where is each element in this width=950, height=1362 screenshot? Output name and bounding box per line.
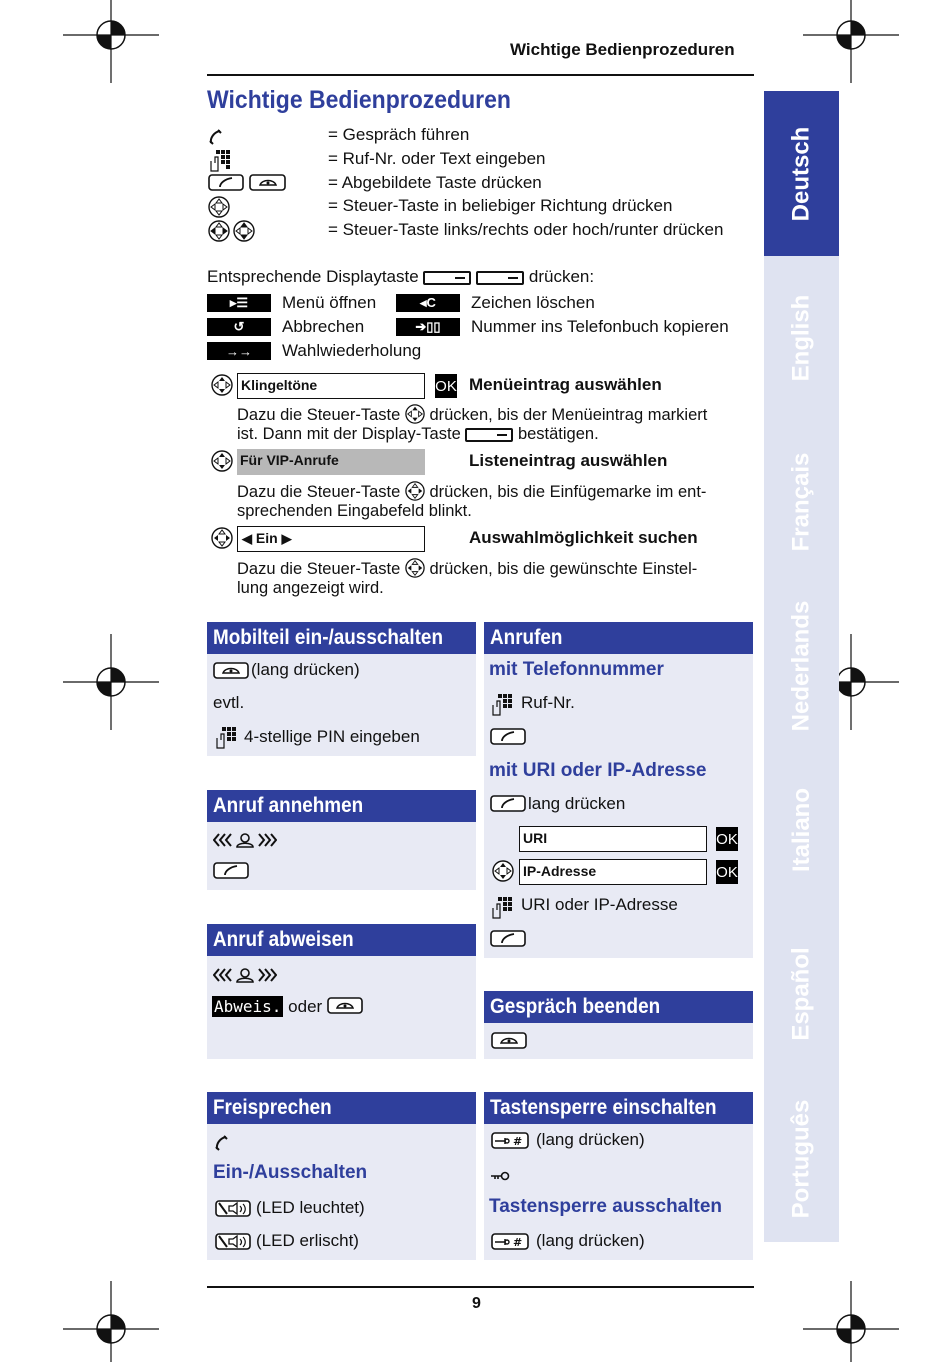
registration-mark <box>803 0 899 83</box>
ip-display-field: IP-Adresse <box>519 859 707 885</box>
keypad-icon <box>209 149 233 173</box>
language-tab-deutsch[interactable]: Deutsch <box>764 91 839 256</box>
key-lock-icon <box>490 1170 510 1182</box>
uri-display-field: URI <box>519 826 707 852</box>
call-key-icon <box>490 795 526 813</box>
hash-key-icon <box>491 1233 529 1251</box>
language-tab-nederlands[interactable]: Nederlands <box>764 584 839 748</box>
header-rule <box>207 74 754 76</box>
reject-softkey: Abweis. <box>214 997 282 1016</box>
procedure-title: Menüeintrag auswählen <box>469 375 662 394</box>
panel-tastensperre: Tastensperre einschalten # (lang drücken) Tastensperre ausschalten # (lang drücken) <box>484 1092 753 1260</box>
call-keys-icon <box>208 173 288 193</box>
registration-mark <box>63 0 159 83</box>
registration-mark <box>803 1281 899 1362</box>
ok-key: OK <box>716 827 738 851</box>
display-key-label: Menü öffnen <box>282 293 377 312</box>
procedure-title: Listeneintrag auswählen <box>469 451 668 470</box>
display-key-label: Wahlwiederholung <box>282 341 422 360</box>
keypad-icon <box>491 895 515 921</box>
end-call-key-icon <box>213 662 249 680</box>
control-key-icon <box>211 374 233 396</box>
display-key-label: Abbrechen <box>282 317 365 336</box>
panel-anrufen: Anrufen mit Telefonnummer Ruf-Nr. mit URI oder IP-Adresse lang drücken URI OK IP-Adresse OK URI oder IP-Adresse <box>484 622 753 958</box>
copy-to-phonebook-icon: ➔▯▯ <box>396 318 460 336</box>
control-key-icon <box>211 450 233 472</box>
control-key-icon <box>405 404 425 424</box>
call-key-icon <box>213 862 249 880</box>
legend-text: = Ruf-Nr. oder Text eingeben <box>328 149 546 168</box>
control-key-icon <box>405 481 425 501</box>
panel-title: Mobilteil ein-/ausschalten <box>207 622 476 654</box>
ok-key: OK <box>435 374 457 398</box>
end-call-key-icon <box>327 997 363 1015</box>
registration-mark <box>63 634 159 730</box>
display-key-label: Zeichen löschen <box>471 293 595 312</box>
end-call-key-icon <box>491 1032 527 1050</box>
call-key-icon <box>490 930 526 948</box>
display-field-highlighted: Für VIP-Anrufe <box>237 449 425 475</box>
language-tab-espanol[interactable]: Español <box>764 912 839 1076</box>
control-key-pair-icon <box>208 220 256 242</box>
handset-icon <box>214 1135 230 1151</box>
page-number: 9 <box>472 1295 481 1312</box>
page-title: Wichtige Bedienprozeduren <box>207 86 511 114</box>
panel-title: Freisprechen <box>207 1092 476 1124</box>
procedure-description: Dazu die Steuer-Taste drücken, bis der Menüeintrag markiert ist. Dann mit der Display-Taste bestätigen. <box>237 406 708 443</box>
panel-title: Anrufen <box>484 622 753 654</box>
procedure-title: Auswahlmöglichkeit suchen <box>469 528 698 547</box>
control-key-icon <box>211 527 233 549</box>
back-icon: ↺ <box>207 318 271 336</box>
ok-key: OK <box>716 860 738 884</box>
control-key-icon <box>208 196 230 218</box>
language-tab-portugues[interactable]: Português <box>764 1076 839 1242</box>
left-arrow-icon: ◀ <box>242 531 252 546</box>
display-key-icon <box>465 428 513 442</box>
running-header: Wichtige Bedienprozeduren <box>510 40 735 59</box>
display-key-label: Nummer ins Telefonbuch kopieren <box>471 317 729 336</box>
panel-title: Anruf annehmen <box>207 790 476 822</box>
legend-text: = Gespräch führen <box>328 125 470 144</box>
handset-icon <box>208 129 224 145</box>
procedure-description: Dazu die Steuer-Taste drücken, bis die gewünschte Einstel- lung angezeigt wird. <box>237 560 698 597</box>
panel-mobilteil: Mobilteil ein-/ausschalten (lang drücken) evtl. 4-stellige PIN eingeben <box>207 622 476 756</box>
control-key-icon <box>405 558 425 578</box>
procedure-description: Dazu die Steuer-Taste drücken, bis die Einfügemarke im ent- sprechenden Eingabefeld blinkt. <box>237 483 707 520</box>
display-field: Klingeltöne <box>237 373 425 399</box>
call-key-icon <box>490 728 526 746</box>
menu-icon: ▸☰ <box>207 294 271 312</box>
control-key-icon <box>492 860 514 882</box>
display-field: ◀ Ein ▶ <box>237 526 425 552</box>
legend-text: = Steuer-Taste in beliebiger Richtung drücken <box>328 196 673 215</box>
speaker-key-icon <box>215 1200 251 1218</box>
language-tab-francais[interactable]: Français <box>764 420 839 584</box>
panel-title: Gespräch beenden <box>484 991 753 1023</box>
language-tab-english[interactable]: English <box>764 256 839 420</box>
language-tab-italiano[interactable]: Italiano <box>764 748 839 912</box>
legend-text: = Steuer-Taste links/rechts oder hoch/runter drücken <box>328 220 724 239</box>
display-key-icon <box>423 271 471 285</box>
display-keys-intro: Entsprechende Displaytaste drücken: <box>207 267 595 286</box>
panel-gespraech-beenden <box>484 991 753 1059</box>
ringing-icon <box>213 966 277 984</box>
keypad-icon <box>491 692 515 718</box>
keypad-icon <box>215 725 239 751</box>
svg-text:#: # <box>513 1236 523 1249</box>
registration-mark <box>63 1281 159 1362</box>
panel-freisprechen: Freisprechen Ein-/Ausschalten (LED leuchtet) (LED erlischt) <box>207 1092 476 1260</box>
panel-anruf-abweisen: Anruf abweisen Abweis. oder <box>207 924 476 1059</box>
display-key-icon <box>476 271 524 285</box>
speaker-key-icon <box>215 1233 251 1251</box>
hash-key-icon <box>491 1132 529 1150</box>
footer-rule <box>207 1286 754 1288</box>
legend-text: = Abgebildete Taste drücken <box>328 173 542 192</box>
ringing-icon <box>213 831 277 849</box>
panel-title: Anruf abweisen <box>207 924 476 956</box>
right-arrow-icon: ▶ <box>281 531 292 546</box>
panel-title: Tastensperre einschalten <box>484 1092 753 1124</box>
delete-char-icon: ◂C <box>396 294 460 312</box>
panel-anruf-annehmen <box>207 790 476 890</box>
svg-text:#: # <box>513 1135 523 1148</box>
redial-icon: →→ <box>207 342 271 360</box>
